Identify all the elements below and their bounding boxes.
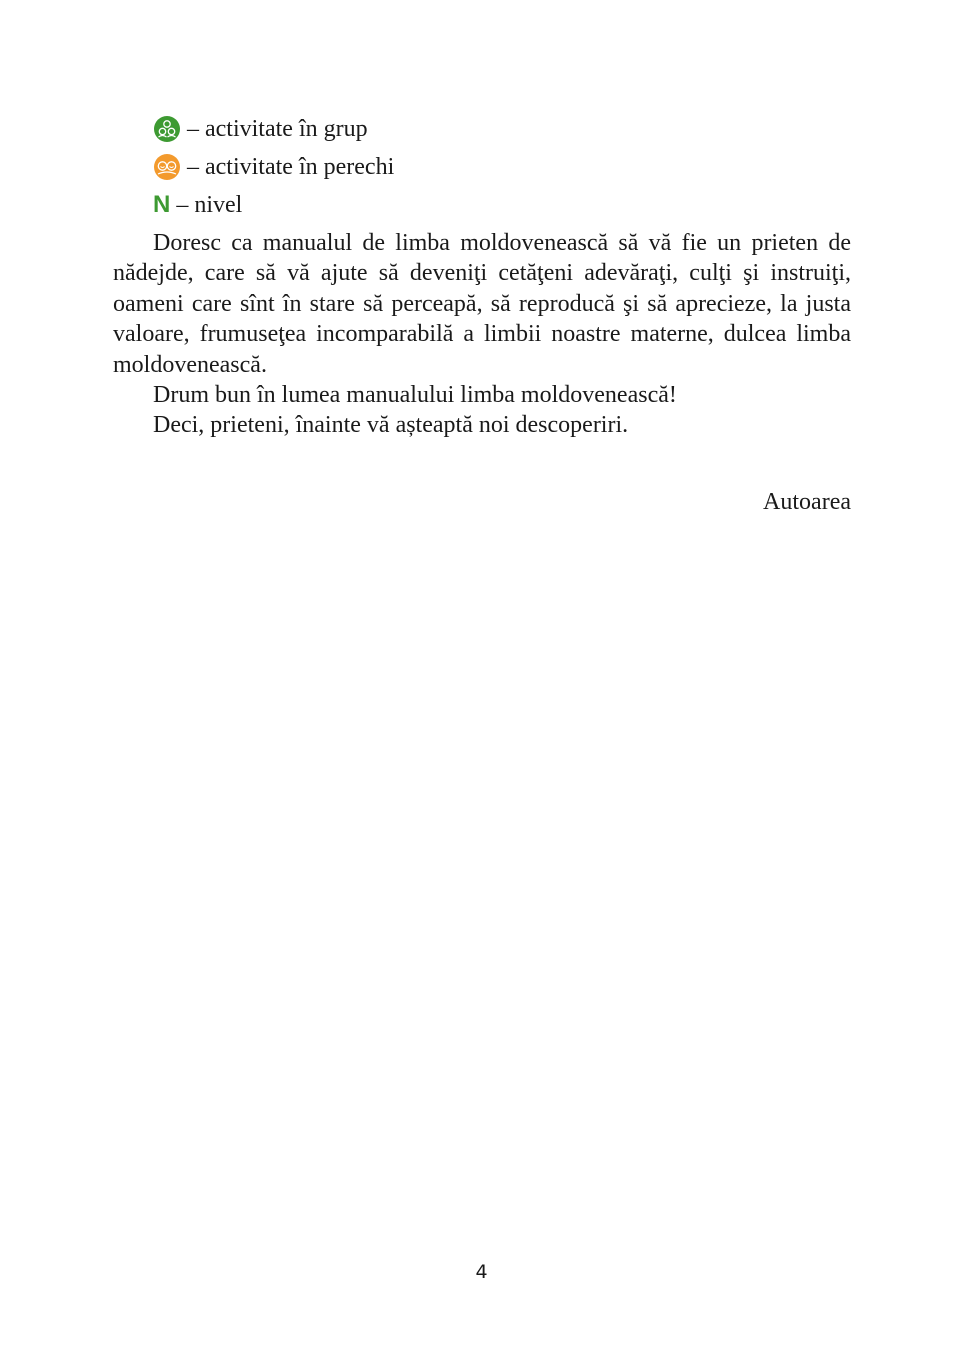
paragraph-deci: Deci, prieteni, înainte vă așteaptă noi descoperiri. — [153, 412, 629, 439]
author-signature: Autoarea — [763, 489, 851, 515]
body-text — [113, 228, 851, 441]
legend-label-group: – activitate în grup — [187, 116, 368, 142]
legend-item-level — [153, 186, 853, 224]
level-icon: N — [153, 191, 171, 218]
page-number: 4 — [475, 1261, 488, 1283]
legend-item-pairs — [153, 148, 853, 186]
group-activity-icon — [153, 115, 181, 143]
legend-label-level: – nivel — [176, 192, 243, 218]
legend-label-pairs: – activitate în perechi — [187, 154, 395, 180]
legend-item-group — [153, 110, 853, 148]
paragraph-intro: Doresc ca manualul de limba moldovenească să vă fie un prieten de nădejde, care să vă ajute să deveniţi cetăţeni adevăraţi, culţi şi instruiţi, oameni care sînt în stare să perceapă, să reproducă şi să aprecieze, la justa valoare, frumuseţea incomparabilă a limbii noastre materne, dulcea limba moldovenească. — [113, 230, 851, 378]
paragraph-drum-bun: Drum bun în lumea manualului limba moldovenească! — [153, 382, 677, 409]
legend — [153, 110, 853, 224]
pair-activity-icon — [153, 153, 181, 181]
